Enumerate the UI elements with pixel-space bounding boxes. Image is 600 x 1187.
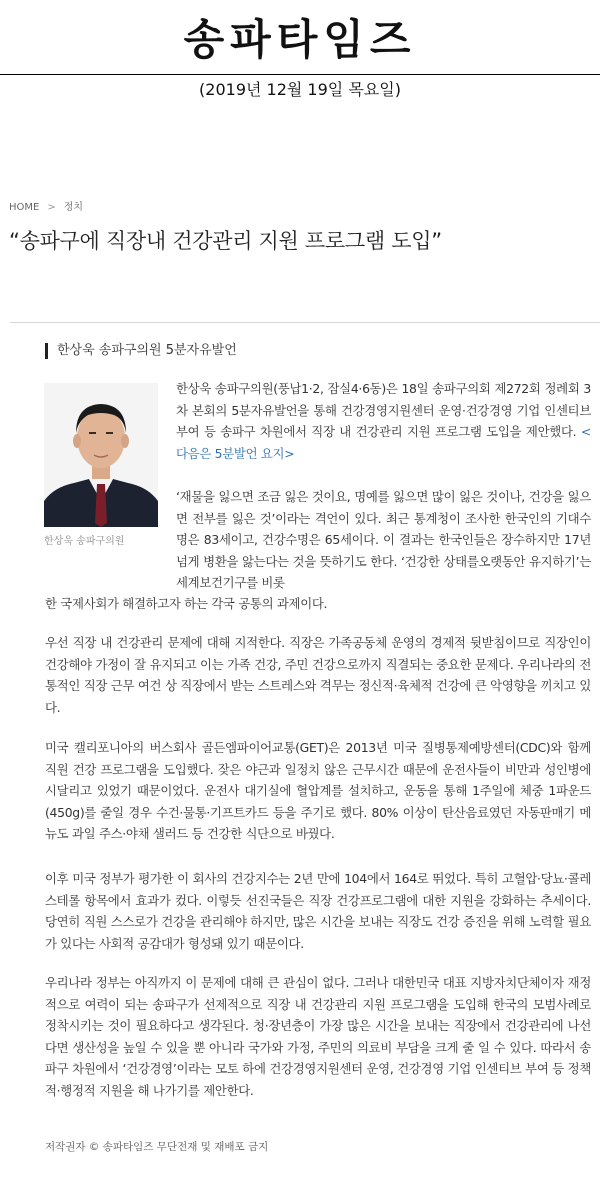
article-paragraph-1: ‘재물을 잃으면 조금 잃은 것이요, 명예를 잃으면 많이 잃은 것이나, 건강을 잃으면 전부를 잃은 것’이라는 격언이 있다. 최근 통계청이 조사한 한국인의 기대수명은 83세이고, 건강수명은 65세이다. 이 결과는 한국인들은 장수하지만 17년 넘게 병환을 앓는다는 것을 뜻하기도 한다. ‘건강한 상태를오랫동안 유지하기’는 세계보건기구를 비롯 <box>176 489 591 590</box>
article-paragraph-5: 우리나라 정부는 아직까지 이 문제에 대해 큰 관심이 없다. 그러나 대한민국 대표 지방자치단체이자 재정적으로 여력이 되는 송파구가 선제적으로 직장 내 건강관리 지원 프로그램을 도입해 한국의 모범사례로 정착시키는 것이 필요하다고 생각된다. 청·장년층이 가장 많은 시간을 보내는 직장에서 건강관리에 나선다면 생산성을 높일 수 있을 뿐 아니라 국가와 가정, 주민의 의료비 부담을 크게 줄 일 수 있다. 따라서 송파구 차원에서 ‘건강경영’이라는 모토 하에 건강경영지원센터 운영, 건강경영 기업 인센티브 부여 등 정책적·행정적 지원을 해 나가기를 제안한다. <box>45 975 591 1098</box>
article-paragraph-4: 이후 미국 정부가 평가한 이 회사의 건강지수는 2년 만에 104에서 164로 뛰었다. 특히 고혈압·당뇨·콜레스테롤 항목에서 효과가 컸다. 이렇듯 선진국들은 직장 건강프로그램에 대한 지원을 강화하는 추세이다. 당연히 직원 스스로가 건강을 관리해야 하지만, 많은 시간을 보내는 직장도 건강 증진을 위해 노력할 필요가 있다는 사회적 공감대가 형성돼 있기 때문이다. <box>45 871 591 951</box>
copyright-notice: 저작권자 © 송파타임즈 무단전재 및 재배포 금지 <box>45 1141 269 1153</box>
breadcrumb-home-link[interactable]: HOME <box>9 202 40 213</box>
portrait-photo[interactable] <box>44 383 158 527</box>
portrait-illustration <box>44 383 158 527</box>
lead-summary-link[interactable]: <다음은 5분발언 요지> <box>176 424 591 461</box>
article-paragraph-2: 우선 직장 내 건강관리 문제에 대해 지적한다. 직장은 가족공동체 운영의 경제적 뒷받침이므로 직장인이 건강해야 가정이 잘 유지되고 이는 가족 건강, 주민 건강으로까지 직결되는 중요한 문제다. 우리나라의 전통적인 직장 근무 여건 상 직장에서 받는 스트레스와 격무는 정신적·육체적 건강에 큰 악영향을 끼치고 있다. <box>45 635 591 715</box>
chevron-right-icon: > <box>47 202 56 213</box>
header-divider <box>10 322 600 323</box>
article-title: “송파구에 직장내 건강관리 지원 프로그램 도입” <box>9 229 442 253</box>
article-paragraph-3: 미국 캘리포니아의 버스회사 골든엠파이어교통(GET)은 2013년 미국 질병통제예방센터(CDC)와 함께 직원 건강 프로그램을 도입했다. 잦은 야근과 일정치 않은 근무시간 때문에 운전사들이 비만과 성인병에 시달리고 있었기 때문이었다. 운전사 대기실에 혈압계를 설치하고, 운동을 통해 1주일에 체중 1파운드(450g)를 줄일 경우 수건·물통·기프트카드 등을 주기로 했다. 80% 이상이 탄산음료였던 자동판매기 메뉴도 과일 주스·야채 샐러드 등 건강한 식단으로 바꿨다. <box>45 740 591 841</box>
publication-date: (2019년 12월 19일 목요일) <box>199 80 401 99</box>
photo-caption: 한상욱 송파구의원 <box>44 536 125 547</box>
site-logo[interactable]: 송파타임즈 <box>183 15 417 64</box>
article-lead-paragraph <box>176 378 591 464</box>
masthead <box>0 0 600 76</box>
article-subtitle: 한상욱 송파구의원 5분자유발언 <box>45 343 237 359</box>
lead-text: 한상욱 송파구의원(풍납1·2, 잠실4·6동)은 18일 송파구의회 제272회 정례회 3차 본회의 5분자유발언을 통해 건강경영지원센터 운영·건강경영 기업 인센티브 부여 등 송파구 차원에서 직장 내 건강관리 지원 프로그램 도입을 제안했다. <box>176 381 591 439</box>
breadcrumb-section-link[interactable]: 정치 <box>63 202 84 213</box>
masthead-rule <box>0 74 600 75</box>
article-paragraph-1-continued: 한 국제사회가 해결하고자 하는 각국 공통의 과제이다. <box>45 596 328 611</box>
breadcrumb <box>9 202 83 215</box>
